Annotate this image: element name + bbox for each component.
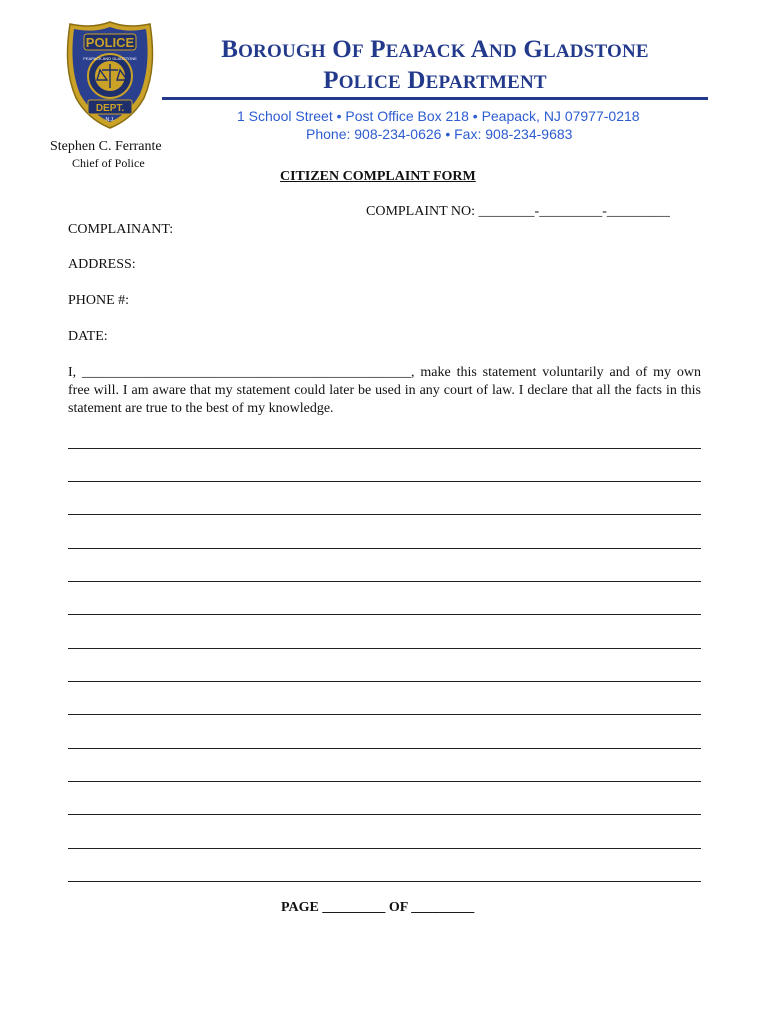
address-label: ADDRESS: (68, 257, 136, 272)
statement-line (68, 848, 701, 849)
statement-declaration: I, _______________________________________________, make this statement voluntarily and of my own free will. I am aware that my statement could later be used in any court of law. I declare that all the facts in this statement are true to the best of my knowledge. (68, 365, 701, 416)
statement-line (68, 881, 701, 882)
badge-bottom-text: DEPT. (95, 103, 125, 114)
badge-state-text: N.J. (105, 117, 115, 123)
date-label: DATE: (68, 329, 108, 344)
statement-line (68, 448, 701, 449)
complainant-label: COMPLAINANT: (68, 222, 174, 237)
complaint-number-field: COMPLAINT NO: ________-_________-_________ (366, 204, 670, 219)
statement-line (68, 581, 701, 582)
statement-line (68, 714, 701, 715)
letterhead-borough-name: BOROUGH OF PEAPACK AND GLADSTONE (221, 36, 649, 63)
statement-line (68, 481, 701, 482)
letterhead-phone: Phone: 908-234-0626 • Fax: 908-234-9683 (306, 126, 573, 142)
chief-title: Chief of Police (72, 156, 145, 170)
badge-top-text: POLICE (85, 35, 135, 50)
statement-line (68, 514, 701, 515)
letterhead-address: 1 School Street • Post Office Box 218 • Peapack, NJ 07977-0218 (237, 108, 640, 124)
letterhead-department-name: POLICE DEPARTMENT (323, 67, 547, 94)
form-title: CITIZEN COMPLAINT FORM (280, 169, 476, 184)
statement-line (68, 814, 701, 815)
statement-line (68, 614, 701, 615)
page-count-field: PAGE _________ OF _________ (281, 900, 475, 915)
chief-name: Stephen C. Ferrante (50, 139, 162, 154)
phone-label: PHONE #: (68, 293, 130, 308)
police-badge-logo (64, 20, 156, 130)
statement-line (68, 748, 701, 749)
statement-line (68, 681, 701, 682)
badge-ring-text: PEAPACK AND GLADSTONE (83, 56, 137, 61)
statement-line (68, 548, 701, 549)
statement-line (68, 781, 701, 782)
letterhead-divider (162, 97, 708, 100)
statement-line (68, 648, 701, 649)
